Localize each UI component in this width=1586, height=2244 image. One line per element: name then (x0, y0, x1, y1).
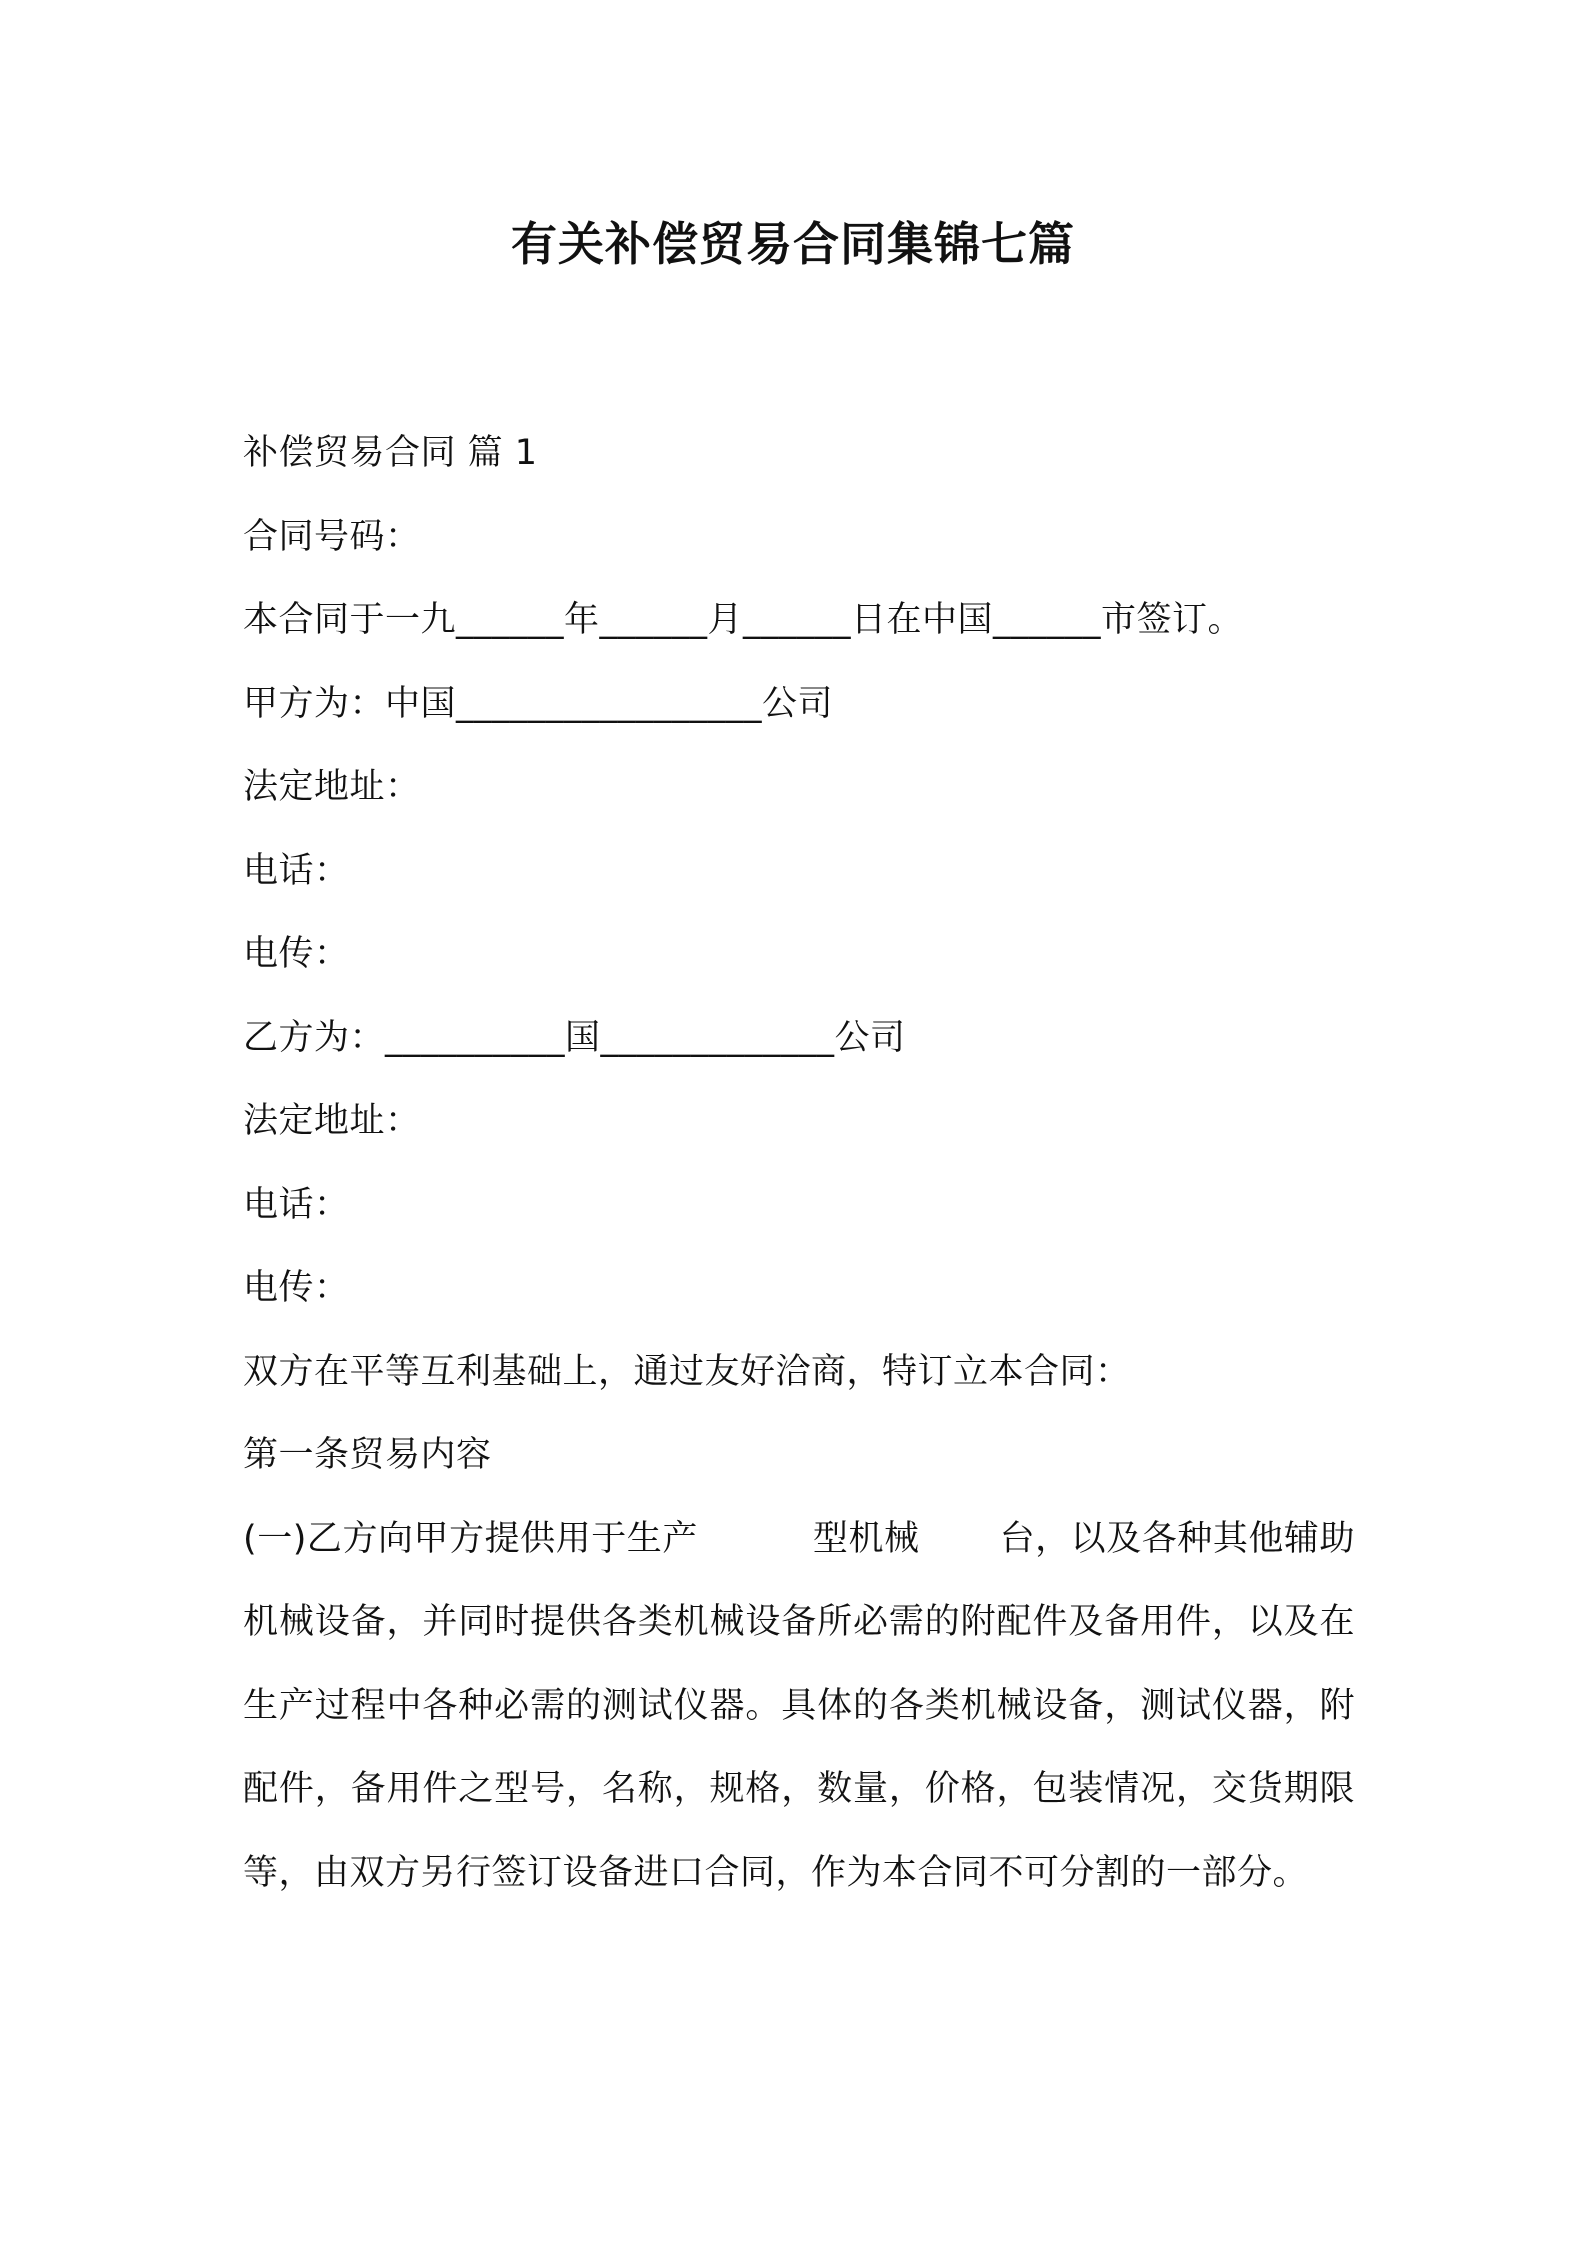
preamble-line: 双方在平等互利基础上，通过友好洽商，特订立本合同： (243, 1351, 1131, 1392)
party-a-phone-line: 电话： (243, 850, 350, 891)
clause-1-part-3: 台，以及各种其他辅助机械设备，并同时提供各类机械设备所必需的附配件及备用件，以及在生产过程中各种必需的测试仪器。具体的各类机械设备，测试仪器，附配件，备用件之型号，名称，规格，数量，价格，包装情况，交货期限等，由双方另行签订设备进口合同，作为本合同不可分割的一部分。 (243, 1518, 1355, 1893)
document-title: 有关补偿贸易合同集锦七篇 (511, 217, 1075, 271)
party-a-line: 甲方为：中国_________________公司 (243, 683, 834, 724)
article-1-clause-1 (243, 1498, 1355, 1916)
party-b-telex-line: 电传： (243, 1268, 350, 1308)
party-b-address-line: 法定地址： (243, 1101, 421, 1141)
clause-1-part-1: (一)乙方向甲方提供用于生产 (243, 1518, 698, 1559)
section-heading: 补偿贸易合同 篇 1 (243, 433, 538, 473)
document-body (243, 412, 1355, 1915)
party-a-telex-line: 电传： (243, 934, 350, 974)
article-1-heading: 第一条贸易内容 (243, 1435, 492, 1475)
contract-number-line: 合同号码： (243, 516, 421, 557)
signing-date-line: 本合同于一九______年______月______日在中国______市签订。 (243, 600, 1244, 640)
party-b-phone-line: 电话： (243, 1184, 350, 1225)
party-b-line: 乙方为：__________国_____________公司 (243, 1017, 906, 1058)
party-a-address-line: 法定地址： (243, 767, 421, 807)
clause-1-part-2: 型机械 (812, 1518, 920, 1559)
